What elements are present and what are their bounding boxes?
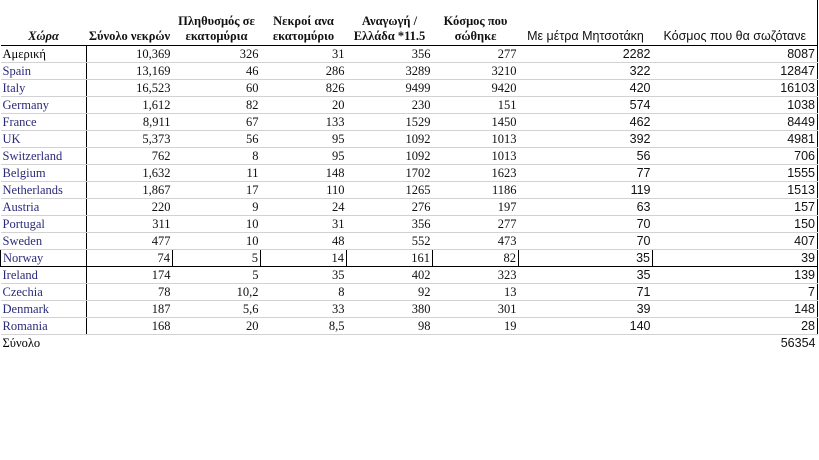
cell-greece-projection[interactable]: 230 — [347, 97, 433, 114]
cell-country[interactable]: Austria — [1, 199, 87, 216]
header-country[interactable]: Χώρα — [1, 0, 87, 46]
cell-with-mitsotakis-measures[interactable]: 574 — [519, 97, 653, 114]
cell-with-mitsotakis-measures[interactable]: 70 — [519, 233, 653, 250]
header-total-deaths[interactable]: Σύνολο νεκρών — [87, 0, 173, 46]
cell-people-would-be-saved[interactable]: 12847 — [653, 63, 818, 80]
cell-total-deaths[interactable]: 10,369 — [87, 46, 173, 63]
cell-deaths-per-million[interactable]: 826 — [261, 80, 347, 97]
cell-deaths-per-million[interactable]: 24 — [261, 199, 347, 216]
cell-people-saved[interactable]: 82 — [433, 250, 519, 267]
table-row — [1, 131, 818, 148]
cell-population[interactable]: 5,6 — [173, 301, 261, 318]
cell-deaths-per-million[interactable]: 95 — [261, 148, 347, 165]
table-row — [1, 182, 818, 199]
empty-cell[interactable] — [173, 335, 261, 352]
cell-population[interactable]: 8 — [173, 148, 261, 165]
cell-with-mitsotakis-measures[interactable]: 39 — [519, 301, 653, 318]
cell-people-would-be-saved[interactable]: 16103 — [653, 80, 818, 97]
cell-population[interactable]: 60 — [173, 80, 261, 97]
table-row — [1, 199, 818, 216]
cell-total-deaths[interactable]: 1,867 — [87, 182, 173, 199]
table-row — [1, 97, 818, 114]
cell-greece-projection[interactable]: 380 — [347, 301, 433, 318]
empty-cell[interactable] — [87, 335, 173, 352]
header-greece-projection[interactable]: Αναγωγή /Ελλάδα *11.5 — [347, 0, 433, 46]
cell-people-saved[interactable]: 13 — [433, 284, 519, 301]
cell-deaths-per-million[interactable]: 48 — [261, 233, 347, 250]
cell-population[interactable]: 5 — [173, 250, 261, 267]
cell-greece-projection[interactable]: 9499 — [347, 80, 433, 97]
cell-population[interactable]: 9 — [173, 199, 261, 216]
cell-people-saved[interactable]: 1450 — [433, 114, 519, 131]
cell-people-saved[interactable]: 9420 — [433, 80, 519, 97]
cell-with-mitsotakis-measures[interactable]: 392 — [519, 131, 653, 148]
cell-with-mitsotakis-measures[interactable]: 2282 — [519, 46, 653, 63]
cell-deaths-per-million[interactable]: 148 — [261, 165, 347, 182]
cell-population[interactable]: 82 — [173, 97, 261, 114]
cell-total-deaths[interactable]: 8,911 — [87, 114, 173, 131]
cell-greece-projection[interactable]: 1265 — [347, 182, 433, 199]
table-row — [1, 148, 818, 165]
header-population[interactable]: Πληθυσμός σε εκατομύρια — [173, 0, 261, 46]
cell-with-mitsotakis-measures[interactable]: 420 — [519, 80, 653, 97]
cell-with-mitsotakis-measures[interactable]: 35 — [519, 250, 653, 267]
cell-people-would-be-saved[interactable]: 1513 — [653, 182, 818, 199]
cell-country[interactable]: Spain — [1, 63, 87, 80]
cell-deaths-per-million[interactable]: 110 — [261, 182, 347, 199]
cell-total-deaths[interactable]: 16,523 — [87, 80, 173, 97]
cell-people-saved[interactable]: 197 — [433, 199, 519, 216]
table-row — [1, 250, 818, 267]
total-label[interactable]: Σύνολο — [2, 336, 41, 350]
cell-deaths-per-million[interactable]: 31 — [261, 216, 347, 233]
cell-population[interactable]: 17 — [173, 182, 261, 199]
cell-greece-projection[interactable]: 276 — [347, 199, 433, 216]
header-people-saved[interactable]: Κόσμος που σώθηκε — [433, 0, 519, 46]
cell-people-would-be-saved[interactable]: 1555 — [653, 165, 818, 182]
cell-people-would-be-saved[interactable]: 8449 — [653, 114, 818, 131]
cell-with-mitsotakis-measures[interactable]: 119 — [519, 182, 653, 199]
cell-population[interactable]: 10 — [173, 233, 261, 250]
cell-total-deaths[interactable]: 477 — [87, 233, 173, 250]
empty-cell[interactable] — [433, 335, 519, 352]
cell-country[interactable]: Belgium — [1, 165, 87, 182]
header-deaths-per-million[interactable]: Νεκροί ανα εκατομύριο — [261, 0, 347, 46]
cell-people-saved[interactable]: 301 — [433, 301, 519, 318]
cell-total-deaths[interactable]: 1,632 — [87, 165, 173, 182]
cell-population[interactable]: 11 — [173, 165, 261, 182]
cell-greece-projection[interactable]: 1092 — [347, 148, 433, 165]
empty-cell[interactable] — [347, 335, 433, 352]
cell-total-deaths[interactable]: 762 — [87, 148, 173, 165]
cell-greece-projection[interactable]: 92 — [347, 284, 433, 301]
cell-population[interactable]: 326 — [173, 46, 261, 63]
table-row — [1, 216, 818, 233]
cell-people-would-be-saved[interactable]: 8087 — [653, 46, 818, 63]
empty-cell[interactable] — [519, 335, 653, 352]
cell-country[interactable]: UK — [1, 131, 87, 148]
cell-total-deaths[interactable]: 168 — [87, 318, 173, 335]
empty-cell[interactable] — [261, 335, 347, 352]
cell-total-deaths[interactable]: 174 — [87, 267, 173, 284]
cell-greece-projection[interactable]: 1702 — [347, 165, 433, 182]
cell-country[interactable]: Norway — [1, 250, 87, 267]
cell-country[interactable]: Portugal — [1, 216, 87, 233]
cell-with-mitsotakis-measures[interactable]: 70 — [519, 216, 653, 233]
cell-country[interactable]: Netherlands — [1, 182, 87, 199]
cell-total-deaths[interactable]: 74 — [87, 250, 173, 267]
cell-greece-projection[interactable]: 3289 — [347, 63, 433, 80]
table-row — [1, 46, 818, 63]
table-row — [1, 165, 818, 182]
cell-with-mitsotakis-measures[interactable]: 71 — [519, 284, 653, 301]
cell-deaths-per-million[interactable]: 20 — [261, 97, 347, 114]
cell-total-deaths[interactable]: 5,373 — [87, 131, 173, 148]
cell-greece-projection[interactable]: 1092 — [347, 131, 433, 148]
table-row — [1, 80, 818, 97]
table-row — [1, 301, 818, 318]
cell-deaths-per-million[interactable]: 35 — [261, 267, 347, 284]
cell-with-mitsotakis-measures[interactable]: 77 — [519, 165, 653, 182]
cell-country[interactable]: Italy — [1, 80, 87, 97]
total-row — [1, 335, 818, 352]
cell-population[interactable]: 67 — [173, 114, 261, 131]
cell-greece-projection[interactable]: 1529 — [347, 114, 433, 131]
cell-people-would-be-saved[interactable]: 4981 — [653, 131, 818, 148]
cell-people-saved[interactable]: 151 — [433, 97, 519, 114]
table-row — [1, 233, 818, 250]
cell-greece-projection[interactable]: 356 — [347, 46, 433, 63]
cell-population[interactable]: 10,2 — [173, 284, 261, 301]
table-row — [1, 114, 818, 131]
cell-deaths-per-million[interactable]: 31 — [261, 46, 347, 63]
cell-people-saved[interactable]: 277 — [433, 216, 519, 233]
cell-deaths-per-million[interactable]: 33 — [261, 301, 347, 318]
cell-people-would-be-saved[interactable]: 150 — [653, 216, 818, 233]
cell-country[interactable]: Czechia — [1, 284, 87, 301]
cell-people-would-be-saved[interactable]: 7 — [653, 284, 818, 301]
cell-greece-projection[interactable]: 161 — [347, 250, 433, 267]
cell-with-mitsotakis-measures[interactable]: 140 — [519, 318, 653, 335]
cell-deaths-per-million[interactable]: 95 — [261, 131, 347, 148]
cell-with-mitsotakis-measures[interactable]: 63 — [519, 199, 653, 216]
cell-deaths-per-million[interactable]: 14 — [261, 250, 347, 267]
table-row — [1, 284, 818, 301]
cell-country[interactable]: Denmark — [1, 301, 87, 318]
cell-with-mitsotakis-measures[interactable]: 462 — [519, 114, 653, 131]
cell-people-saved[interactable]: 1013 — [433, 131, 519, 148]
cell-people-would-be-saved[interactable]: 39 — [653, 250, 818, 267]
cell-total-deaths[interactable]: 78 — [87, 284, 173, 301]
cell-with-mitsotakis-measures[interactable]: 56 — [519, 148, 653, 165]
cell-people-saved[interactable]: 323 — [433, 267, 519, 284]
header-people-would-be-saved[interactable]: Κόσμος που θα σωζότανε — [653, 0, 818, 46]
cell-with-mitsotakis-measures[interactable]: 35 — [519, 267, 653, 284]
cell-total-deaths[interactable]: 1,612 — [87, 97, 173, 114]
cell-country[interactable]: Germany — [1, 97, 87, 114]
cell-deaths-per-million[interactable]: 8,5 — [261, 318, 347, 335]
cell-people-would-be-saved[interactable]: 157 — [653, 199, 818, 216]
header-with-mitsotakis-measures[interactable]: Με μέτρα Μητσοτάκη — [519, 0, 653, 46]
cell-greece-projection[interactable]: 552 — [347, 233, 433, 250]
cell-total-deaths[interactable]: 311 — [87, 216, 173, 233]
cell-population[interactable]: 20 — [173, 318, 261, 335]
cell-people-saved[interactable]: 473 — [433, 233, 519, 250]
cell-people-saved[interactable]: 1186 — [433, 182, 519, 199]
cell-people-would-be-saved[interactable]: 706 — [653, 148, 818, 165]
cell-people-would-be-saved[interactable]: 28 — [653, 318, 818, 335]
header-row — [1, 0, 818, 46]
cell-deaths-per-million[interactable]: 286 — [261, 63, 347, 80]
cell-people-saved[interactable]: 1013 — [433, 148, 519, 165]
total-value[interactable]: 56354 — [780, 336, 816, 350]
cell-deaths-per-million[interactable]: 133 — [261, 114, 347, 131]
cell-total-deaths[interactable]: 187 — [87, 301, 173, 318]
cell-people-saved[interactable]: 1623 — [433, 165, 519, 182]
cell-deaths-per-million[interactable]: 8 — [261, 284, 347, 301]
cell-population[interactable]: 46 — [173, 63, 261, 80]
cell-country[interactable]: Ireland — [1, 267, 87, 284]
cell-people-saved[interactable]: 19 — [433, 318, 519, 335]
table-row — [1, 267, 818, 284]
cell-country[interactable]: Switzerland — [1, 148, 87, 165]
cell-total-deaths[interactable]: 220 — [87, 199, 173, 216]
cell-people-would-be-saved[interactable]: 139 — [653, 267, 818, 284]
cell-population[interactable]: 56 — [173, 131, 261, 148]
cell-greece-projection[interactable]: 402 — [347, 267, 433, 284]
cell-people-would-be-saved[interactable]: 1038 — [653, 97, 818, 114]
table-row — [1, 318, 818, 335]
cell-country[interactable]: France — [1, 114, 87, 131]
cell-total-deaths[interactable]: 13,169 — [87, 63, 173, 80]
cell-people-would-be-saved[interactable]: 407 — [653, 233, 818, 250]
table-row — [1, 63, 818, 80]
cell-people-saved[interactable]: 3210 — [433, 63, 519, 80]
table-body — [1, 46, 818, 352]
cell-with-mitsotakis-measures[interactable]: 322 — [519, 63, 653, 80]
cell-greece-projection[interactable]: 356 — [347, 216, 433, 233]
cell-greece-projection[interactable]: 98 — [347, 318, 433, 335]
cell-population[interactable]: 5 — [173, 267, 261, 284]
cell-country[interactable]: Αμερική — [1, 46, 87, 63]
cell-people-would-be-saved[interactable]: 148 — [653, 301, 818, 318]
cell-country[interactable]: Romania — [1, 318, 87, 335]
cell-country[interactable]: Sweden — [1, 233, 87, 250]
cell-people-saved[interactable]: 277 — [433, 46, 519, 63]
cell-population[interactable]: 10 — [173, 216, 261, 233]
